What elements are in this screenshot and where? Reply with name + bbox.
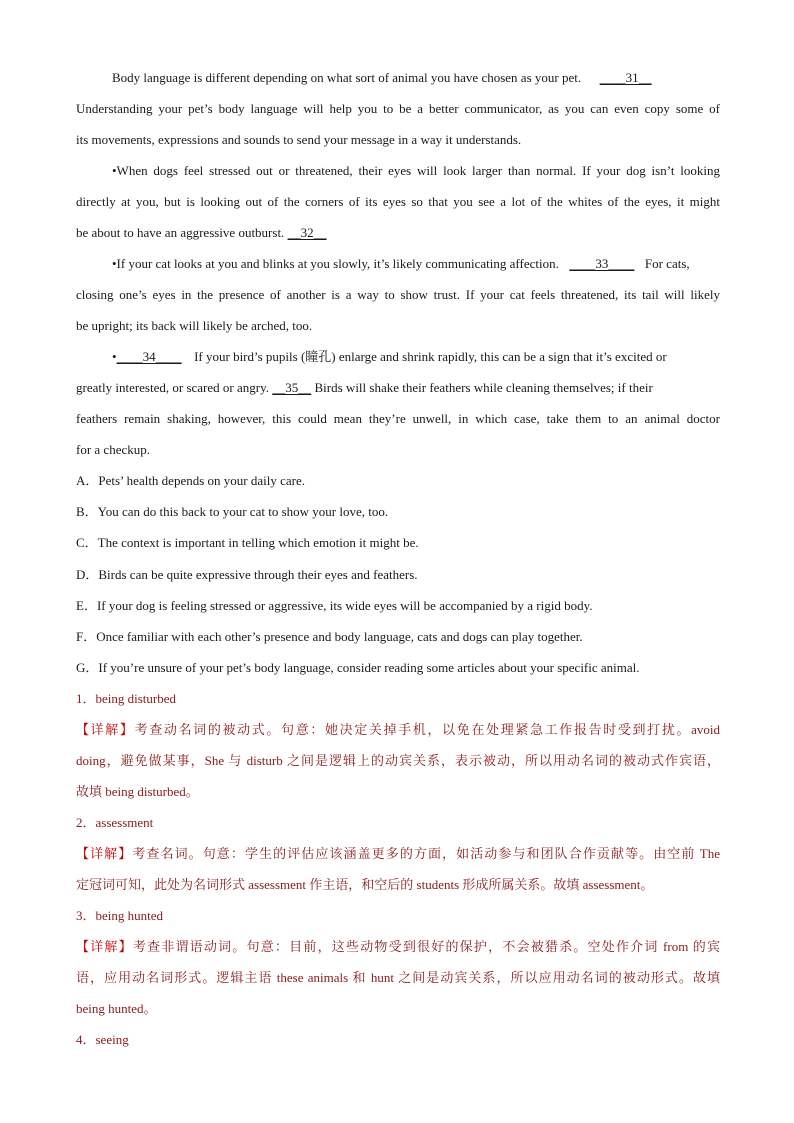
answer-3-explanation bbox=[76, 931, 720, 962]
passage-line: for a checkup. bbox=[76, 442, 150, 457]
passage-text: •If your cat looks at you and blinks at you slowly, it’s likely communicating affection. bbox=[112, 256, 559, 271]
passage-line bbox=[76, 341, 720, 372]
passage-line: closing one’s eyes in the presence of another is a way to show trust. If your cat feels threatened, its tail will likely bbox=[76, 287, 720, 302]
blank-33: ＿＿33＿＿ bbox=[569, 256, 635, 271]
option-e: E．If your dog is feeling stressed or aggressive, its wide eyes will be accompanied by a rigid body. bbox=[76, 597, 593, 613]
blank-32: ＿32＿ bbox=[287, 225, 327, 240]
answer-3-title: 3．being hunted bbox=[76, 908, 164, 924]
answer-3-explanation-line: 语，应用动名词形式。逻辑主语 these animals 和 hunt 之间是动宾关系，所以应用动名词的被动形式。故填 bbox=[76, 970, 720, 986]
option-b: B．You can do this back to your cat to show your love, too. bbox=[76, 504, 389, 520]
passage-line: directly at you, but is looking out of the corners of its eyes so that you see a lot of the whites of the eyes, it might bbox=[76, 194, 720, 209]
passage-text: be about to have an aggressive outburst. bbox=[76, 225, 285, 240]
blank-35: ＿35＿ bbox=[272, 380, 312, 395]
passage-text: Body language is different depending on what sort of animal you have chosen as your pet. bbox=[112, 70, 582, 85]
blank-31: ＿＿31＿ bbox=[599, 70, 652, 85]
explanation-tag: 【详解】 bbox=[76, 722, 135, 738]
passage-line bbox=[76, 372, 720, 403]
passage-line bbox=[76, 217, 720, 248]
answer-2-title: 2．assessment bbox=[76, 815, 154, 831]
passage-line: Understanding your pet’s body language will help you to be a better communicator, as you can even copy some of bbox=[76, 101, 720, 116]
answer-1-explanation-line: 故填 being disturbed。 bbox=[76, 784, 199, 800]
passage-line bbox=[76, 62, 720, 93]
passage-line: •When dogs feel stressed out or threatened, their eyes will look larger than normal. If your dog isn’t looking bbox=[112, 163, 720, 178]
answer-1-explanation-line: doing，避免做某事，She 与 disturb 之间是逻辑上的动宾关系，表示被动，所以用动名词的被动式作宾语， bbox=[76, 753, 720, 769]
explanation-text: 考查非谓语动词。句意：目前，这些动物受到很好的保护，不会被猎杀。空处作介词 from 的宾 bbox=[132, 939, 720, 955]
option-f: F．Once familiar with each other’s presence and body language, cats and dogs can play together. bbox=[76, 628, 583, 644]
answer-1-title: 1．being disturbed bbox=[76, 691, 177, 707]
explanation-tag: 【详解】 bbox=[76, 939, 133, 955]
passage-line bbox=[76, 248, 720, 279]
passage-line: be upright; its back will likely be arched, too. bbox=[76, 318, 313, 333]
document-page bbox=[76, 62, 720, 1055]
bullet: • bbox=[112, 349, 117, 364]
explanation-text: 考查名词。句意：学生的评估应该涵盖更多的方面，如活动参与和团队合作贡献等。由空前 The bbox=[132, 846, 720, 862]
explanation-tag: 【详解】 bbox=[76, 846, 133, 862]
option-c: C．The context is important in telling which emotion it might be. bbox=[76, 535, 419, 551]
passage-line: its movements, expressions and sounds to send your message in a way it understands. bbox=[76, 132, 522, 147]
option-g: G．If you’re unsure of your pet’s body language, consider reading some articles about your specific animal. bbox=[76, 660, 640, 676]
answer-1-explanation bbox=[76, 714, 720, 745]
answer-2-explanation bbox=[76, 838, 720, 869]
passage-text: For cats, bbox=[644, 256, 690, 271]
answer-3-explanation-line: being hunted。 bbox=[76, 1001, 157, 1017]
answer-2-explanation-line: 定冠词可知，此处为名词形式 assessment 作主语，和空后的 students 形成所属关系。故填 assessment。 bbox=[76, 877, 654, 893]
passage-text: greatly interested, or scared or angry. bbox=[76, 380, 269, 395]
passage-line: feathers remain shaking, however, this could mean they’re unwell, in which case, take them to an animal doctor bbox=[76, 411, 720, 426]
passage-text: If your bird’s pupils (瞳孔) enlarge and shrink rapidly, this can be a sign that it’s excited or bbox=[194, 349, 667, 364]
option-a: A．Pets’ health depends on your daily care. bbox=[76, 473, 305, 488]
blank-34: ＿＿34＿＿ bbox=[116, 349, 182, 364]
explanation-text: 考查动名词的被动式。句意：她决定关掉手机，以免在处理紧急工作报告时受到打扰。avoid bbox=[134, 722, 720, 738]
answer-4-title: 4．seeing bbox=[76, 1032, 129, 1048]
option-d: D．Birds can be quite expressive through their eyes and feathers. bbox=[76, 566, 418, 582]
passage-text: Birds will shake their feathers while cleaning themselves; if their bbox=[314, 380, 653, 395]
